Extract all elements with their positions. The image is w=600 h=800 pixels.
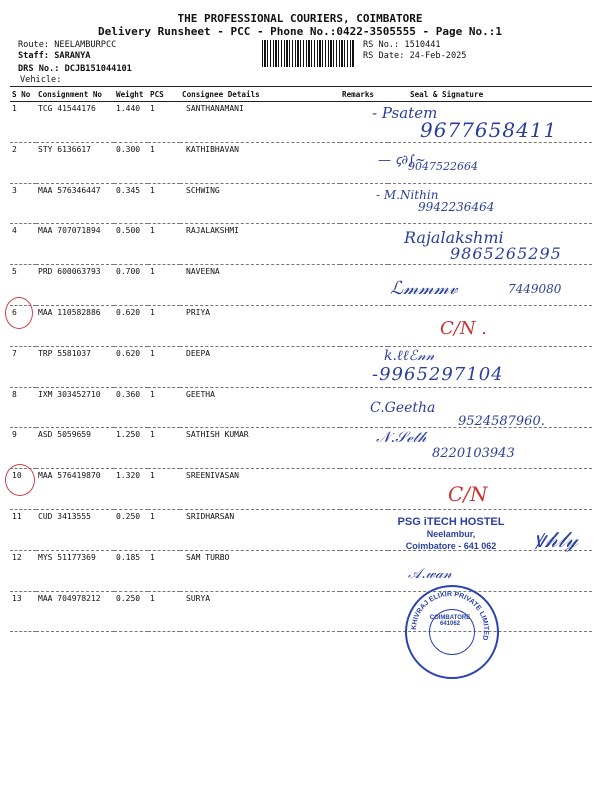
hw-r2-phone: 9047522664 — [408, 160, 478, 173]
sno-cell: 10 — [10, 469, 36, 510]
remarks-cell — [340, 469, 388, 510]
consignee-cell: RAJALAKSHMI — [180, 224, 340, 265]
rs-number: RS No.: 1510441 — [363, 40, 441, 50]
rs-date: RS Date: 24-Feb-2025 — [363, 51, 467, 61]
sno-cell: 11 — [10, 509, 36, 550]
hw-r7-phone: -9965297104 — [372, 364, 504, 385]
col-pcs: PCS — [148, 87, 180, 102]
sno-cell: 13 — [10, 591, 36, 632]
remarks-cell — [340, 591, 388, 632]
weight-cell: 0.620 — [114, 346, 148, 387]
table-row — [10, 591, 592, 632]
col-consignment: Consignment No — [36, 87, 114, 102]
pcs-cell: 1 — [148, 469, 180, 510]
col-signature: Seal & Signature — [388, 87, 592, 102]
consignee-cell: SRIDHARSAN — [180, 509, 340, 550]
route-label: Route: NEELAMBURPCC — [18, 40, 117, 50]
stamp-line3: Coimbatore - 641 062 — [405, 541, 497, 551]
weight-cell: 1.320 — [114, 469, 148, 510]
sno-cell: 3 — [10, 183, 36, 224]
stamp-line2: Neelambur, — [426, 529, 476, 539]
drs-value: DCJB151044101 — [64, 64, 132, 74]
consignee-cell: SREENIVASAN — [180, 469, 340, 510]
pcs-cell: 1 — [148, 142, 180, 183]
consignment-cell: MAA 576419870 — [36, 469, 114, 510]
weight-cell: 0.250 — [114, 591, 148, 632]
vehicle-label: Vehicle: — [20, 75, 62, 85]
consignment-cell: IXM 303452710 — [36, 387, 114, 428]
signature-cell — [388, 305, 592, 346]
consignee-cell: SAM TURBO — [180, 550, 340, 591]
hw-r2-signature-icon: — ꞔ∂∫~ — [378, 153, 426, 168]
consignment-cell: MAA 707071894 — [36, 224, 114, 265]
seal-inner-line2: 641062 — [439, 621, 461, 627]
hw-r1-name: - Psatem — [372, 104, 438, 122]
hw-r9-phone: 8220103943 — [432, 446, 515, 461]
weight-cell: 1.250 — [114, 428, 148, 469]
pcs-cell: 1 — [148, 305, 180, 346]
remarks-cell — [340, 550, 388, 591]
sno-cell: 12 — [10, 550, 36, 591]
hw-r8-phone: 9524587960. — [458, 414, 545, 429]
drs-label: DRS No.: — [18, 64, 60, 74]
pcs-cell: 1 — [148, 591, 180, 632]
hw-r5-number: 7449080 — [508, 282, 562, 296]
consignee-cell: DEEPA — [180, 346, 340, 387]
company-seal-icon — [405, 585, 499, 679]
pcs-cell: 1 — [148, 509, 180, 550]
pcs-cell: 1 — [148, 428, 180, 469]
pcs-cell: 1 — [148, 265, 180, 306]
weight-cell: 0.620 — [114, 305, 148, 346]
remarks-cell — [340, 224, 388, 265]
hw-r6-note: C/N . — [440, 318, 488, 339]
hw-r5-signature-icon: ℒ𝓂𝓂𝓂𝓋 — [390, 278, 458, 299]
pcs-cell: 1 — [148, 550, 180, 591]
consignee-cell: NAVEENA — [180, 265, 340, 306]
consignee-cell: PRIYA — [180, 305, 340, 346]
row10-circle-mark — [5, 464, 35, 496]
sno-cell: 4 — [10, 224, 36, 265]
weight-cell: 0.700 — [114, 265, 148, 306]
hw-r1-phone: 9677658411 — [420, 118, 558, 142]
hw-r3-name: - M.Nithin — [376, 188, 439, 202]
consignee-cell: KATHIBHAVAN — [180, 142, 340, 183]
seal-inner-line1: COIMBATORE — [429, 615, 471, 621]
table-row — [10, 469, 592, 510]
hw-r9-signature-icon: 𝒩.𝒮ℯ𝓉𝒽 — [376, 428, 427, 446]
hw-r3-phone: 9942236464 — [418, 200, 495, 214]
consignment-cell: MYS 51177369 — [36, 550, 114, 591]
consignee-cell: SCHWING — [180, 183, 340, 224]
sno-cell: 9 — [10, 428, 36, 469]
table-row — [10, 183, 592, 224]
barcode — [262, 40, 354, 67]
pcs-cell: 1 — [148, 183, 180, 224]
consignment-cell: TCG 41544176 — [36, 102, 114, 143]
pcs-cell: 1 — [148, 387, 180, 428]
consignment-cell: CUD 3413555 — [36, 509, 114, 550]
col-remarks: Remarks — [340, 87, 388, 102]
weight-cell: 1.440 — [114, 102, 148, 143]
col-weight: Weight — [114, 87, 148, 102]
col-consignee: Consignee Details — [180, 87, 340, 102]
weight-cell: 0.500 — [114, 224, 148, 265]
row6-circle-mark — [5, 297, 33, 329]
table-row — [10, 142, 592, 183]
consignment-cell: ASD 5059659 — [36, 428, 114, 469]
signature-cell — [388, 469, 592, 510]
consignee-cell: GEETHA — [180, 387, 340, 428]
consignee-cell: SANTHANAMANI — [180, 102, 340, 143]
weight-cell: 0.250 — [114, 509, 148, 550]
sno-cell: 6 — [10, 305, 36, 346]
sno-cell: 7 — [10, 346, 36, 387]
consignment-cell: MAA 110582886 — [36, 305, 114, 346]
consignment-cell: MAA 704978212 — [36, 591, 114, 632]
table-row — [10, 305, 592, 346]
consignment-cell: MAA 576346447 — [36, 183, 114, 224]
table-row — [10, 346, 592, 387]
remarks-cell — [340, 265, 388, 306]
staff-label: Staff: SARANYA — [18, 51, 91, 61]
pcs-cell: 1 — [148, 102, 180, 143]
consignee-cell: SURYA — [180, 591, 340, 632]
sno-cell: 1 — [10, 102, 36, 143]
weight-cell: 0.300 — [114, 142, 148, 183]
runsheet-subtitle: Delivery Runsheet - PCC - Phone No.:0422-3505555 - Page No.:1 — [98, 25, 502, 38]
company-title: THE PROFESSIONAL COURIERS, COIMBATORE — [177, 12, 423, 25]
weight-cell: 0.360 — [114, 387, 148, 428]
seal-inner-text — [425, 615, 475, 627]
pcs-cell: 1 — [148, 224, 180, 265]
consignment-cell: STY 6136617 — [36, 142, 114, 183]
sno-cell: 5 — [10, 265, 36, 306]
weight-cell: 0.345 — [114, 183, 148, 224]
table-row — [10, 550, 592, 591]
remarks-cell — [340, 305, 388, 346]
table-row — [10, 265, 592, 306]
stamp-name: PSG iTECH HOSTEL — [397, 516, 505, 528]
hw-r4-name: Rajalakshmi — [404, 228, 504, 247]
r12-signature-icon: 𝒜.𝓌𝒶𝓃 — [408, 566, 452, 582]
sno-cell: 2 — [10, 142, 36, 183]
col-sno: S No — [10, 87, 36, 102]
seal-outer-text: KHIVRAJ ELIXIR PRIVATE LIMITED — [410, 590, 490, 641]
consignment-cell: TRP 5581037 — [36, 346, 114, 387]
sno-cell: 8 — [10, 387, 36, 428]
hw-r4-phone: 9865265295 — [450, 244, 562, 263]
hostel-stamp — [376, 516, 526, 552]
consignee-cell: SATHISH KUMAR — [180, 428, 340, 469]
pcs-cell: 1 — [148, 346, 180, 387]
hw-r10-note: C/N — [448, 482, 488, 506]
hw-r8-name: C.Geetha — [370, 400, 436, 416]
weight-cell: 0.185 — [114, 550, 148, 591]
hw-r7-signature-icon: k.ℓℓℰ𝓃𝓃 — [384, 348, 435, 364]
r11-signature-icon: ꝟ𝒽𝓁𝓎 — [534, 528, 578, 553]
consignment-cell: PRD 600063793 — [36, 265, 114, 306]
table-header-row — [10, 87, 592, 102]
drs-number — [18, 64, 132, 74]
